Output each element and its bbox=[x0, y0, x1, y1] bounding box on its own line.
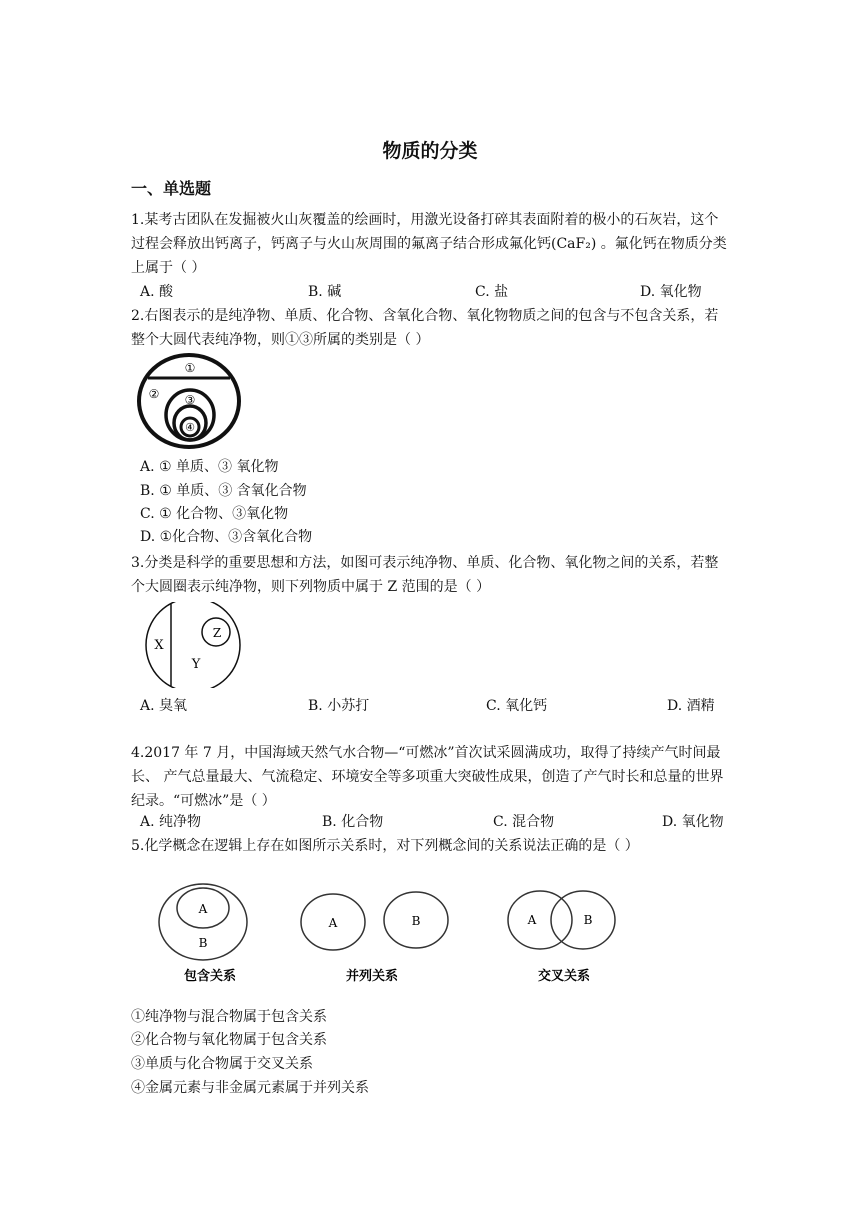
label-a: A bbox=[527, 913, 537, 927]
q3-option-a[interactable]: A. 臭氧 bbox=[140, 698, 188, 714]
label-b: B bbox=[198, 936, 208, 950]
label-b: B bbox=[583, 913, 593, 927]
caption-parallel: 并列关系 bbox=[345, 969, 399, 984]
nested-circles-figure bbox=[134, 352, 246, 452]
q4-option-d[interactable]: D. 氧化物 bbox=[662, 814, 724, 830]
q2-option-c[interactable]: C. ① 化合物、③氧化物 bbox=[140, 506, 289, 522]
figure-label-z: Z bbox=[212, 626, 222, 640]
intersection-diagram bbox=[508, 891, 615, 984]
caption-inclusion: 包含关系 bbox=[183, 969, 237, 984]
question-4-options bbox=[140, 811, 740, 833]
question-1-options bbox=[140, 281, 740, 303]
q1-option-d[interactable]: D. 氧化物 bbox=[640, 284, 702, 300]
q1-option-c[interactable]: C. 盐 bbox=[475, 284, 509, 300]
question-4-text: 4.2017 年 7 月，中国海域天然气水合物—“可燃冰”首次试采圆满成功，取得了持续产气时间最长、 产气总量最大、气流稳定、环境安全等多项重大突破性成果，创造了产气时长和总量的世界纪录。“可燃冰”是（ ） bbox=[131, 745, 724, 809]
figure-label-3: ③ bbox=[184, 393, 196, 407]
q5-statement-1: ①纯净物与混合物属于包含关系 bbox=[131, 1009, 327, 1025]
q3-option-d[interactable]: D. 酒精 bbox=[667, 698, 715, 714]
q2-option-a[interactable]: A. ① 单质、③ 氧化物 bbox=[140, 459, 279, 475]
q1-option-a[interactable]: A. 酸 bbox=[140, 284, 174, 300]
q4-option-c[interactable]: C. 混合物 bbox=[493, 814, 555, 830]
question-3-text: 3.分类是科学的重要思想和方法，如图可表示纯净物、单质、化合物、氧化物之间的关系，若整个大圆圈表示纯净物，则下列物质中属于 Z 范围的是（ ） bbox=[131, 555, 719, 595]
question-1-text: 1.某考古团队在发掘被火山灰覆盖的绘画时，用激光设备打碎其表面附着的极小的石灰岩，这个过程会释放出钙离子，钙离子与火山灰周围的氟离子结合形成氟化钙(CaF₂) 。氟化钙在物质分类上属于（ ） bbox=[131, 212, 727, 276]
page-title: 物质的分类 bbox=[382, 140, 478, 162]
label-a: A bbox=[328, 916, 338, 930]
q1-option-b[interactable]: B. 碱 bbox=[308, 284, 342, 300]
q5-statement-4: ④金属元素与非金属元素属于并列关系 bbox=[131, 1080, 369, 1096]
q2-option-d[interactable]: D. ①化合物、③含氧化合物 bbox=[140, 529, 313, 545]
q4-option-b[interactable]: B. 化合物 bbox=[322, 814, 384, 830]
xyz-circle-figure bbox=[144, 602, 244, 688]
q4-option-a[interactable]: A. 纯净物 bbox=[140, 814, 202, 830]
q3-option-b[interactable]: B. 小苏打 bbox=[308, 698, 370, 714]
label-a: A bbox=[198, 902, 208, 916]
question-5-text: 5.化学概念在逻辑上存在如图所示关系时，对下列概念间的关系说法正确的是（ ） bbox=[131, 838, 639, 854]
figure-label-1: ① bbox=[184, 361, 196, 375]
question-3-options bbox=[140, 695, 740, 717]
figure-label-4: ④ bbox=[185, 421, 195, 434]
q3-option-c[interactable]: C. 氧化钙 bbox=[486, 698, 548, 714]
figure-label-2: ② bbox=[148, 387, 160, 401]
figure-label-x: X bbox=[154, 638, 164, 653]
caption-intersection: 交叉关系 bbox=[537, 969, 591, 984]
question-2-text: 2.右图表示的是纯净物、单质、化合物、含氧化合物、氧化物物质之间的包含与不包含关系，若整个大圆代表纯净物，则①③所属的类别是（ ） bbox=[131, 308, 719, 348]
label-b: B bbox=[411, 914, 421, 928]
q5-statement-3: ③单质与化合物属于交叉关系 bbox=[131, 1056, 313, 1072]
q5-statement-2: ②化合物与氧化物属于包含关系 bbox=[131, 1032, 327, 1048]
relationship-diagrams-figure bbox=[150, 872, 630, 988]
figure-label-y: Y bbox=[191, 657, 201, 672]
parallel-diagram bbox=[301, 892, 448, 984]
inclusion-diagram bbox=[159, 884, 247, 984]
section-heading: 一、单选题 bbox=[131, 179, 212, 198]
q2-option-b[interactable]: B. ① 单质、③ 含氧化合物 bbox=[140, 483, 307, 499]
circle-a bbox=[508, 891, 572, 949]
